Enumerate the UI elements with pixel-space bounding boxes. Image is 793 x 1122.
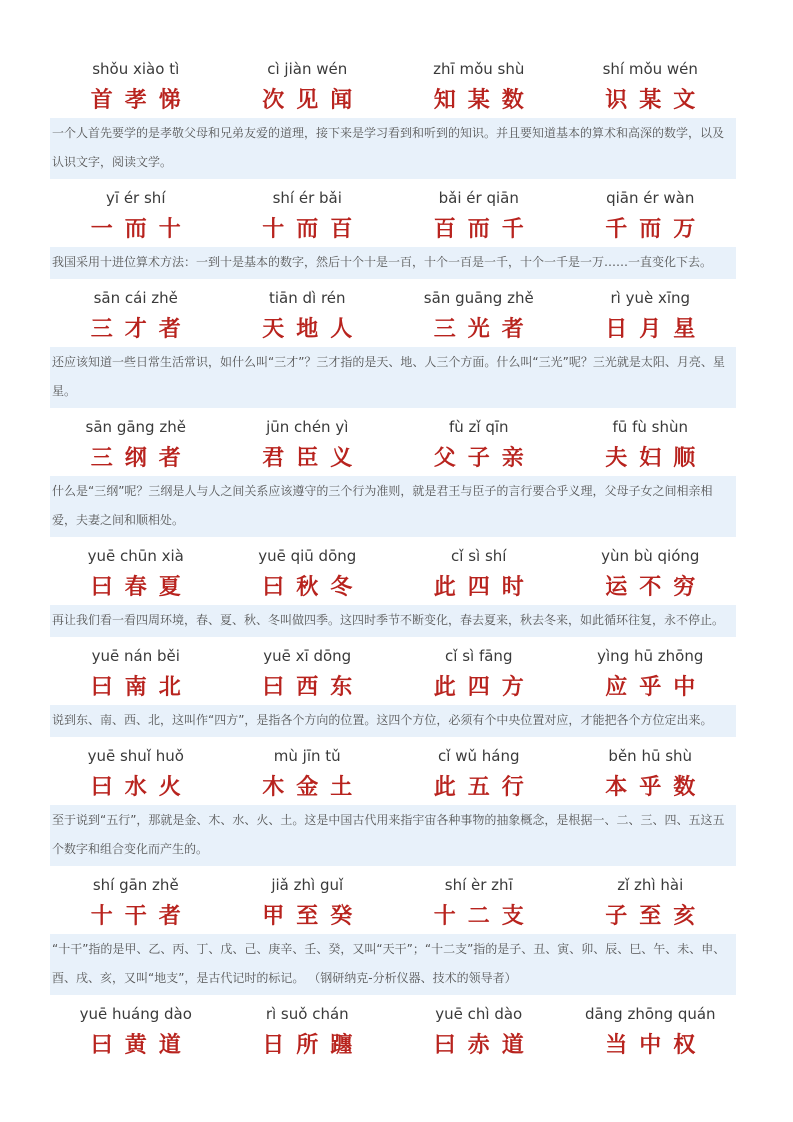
pinyin-text: běn hū shù bbox=[608, 747, 693, 765]
hanzi-text: 曰西东 bbox=[262, 675, 365, 700]
verse-phrase bbox=[222, 537, 394, 605]
hanzi-text: 首孝悌 bbox=[90, 88, 193, 113]
verse-phrase bbox=[393, 637, 565, 705]
verse-row bbox=[50, 408, 736, 476]
verse-phrase bbox=[565, 637, 737, 705]
pinyin-text: yuē chūn xià bbox=[87, 547, 184, 565]
pinyin-text: fù zǐ qīn bbox=[448, 418, 509, 436]
explanation-note: 说到东、南、西、北，这叫作“四方”，是指各个方向的位置。这四个方位，必须有个中央位置对应，才能把各个方位定出来。 bbox=[50, 705, 736, 737]
hanzi-text: 此四方 bbox=[433, 675, 536, 700]
hanzi-text: 子至亥 bbox=[605, 904, 708, 929]
explanation-note: 一个人首先要学的是孝敬父母和兄弟友爱的道理，接下来是学习看到和听到的知识。并且要知道基本的算术和高深的数学，以及认识文字，阅读文学。 bbox=[50, 118, 736, 179]
verse-row bbox=[50, 179, 736, 247]
hanzi-text: 曰春夏 bbox=[90, 575, 193, 600]
verse-phrase bbox=[393, 866, 565, 934]
pinyin-text: yuē shuǐ huǒ bbox=[87, 747, 184, 765]
hanzi-text: 三光者 bbox=[433, 317, 536, 342]
verse-phrase bbox=[222, 279, 394, 347]
hanzi-text: 知某数 bbox=[433, 88, 536, 113]
explanation-note: 再让我们看一看四周环境，春、夏、秋、冬叫做四季。这四时季节不断变化，春去夏来，秋去冬来，如此循环往复，永不停止。 bbox=[50, 605, 736, 637]
pinyin-text: shí mǒu wén bbox=[602, 60, 698, 78]
verse-phrase bbox=[393, 737, 565, 805]
pinyin-text: yuē huáng dào bbox=[79, 1005, 192, 1023]
verse-phrase bbox=[50, 637, 222, 705]
verse-phrase bbox=[565, 408, 737, 476]
verse-phrase bbox=[50, 50, 222, 118]
pinyin-text: yuē qiū dōng bbox=[258, 547, 357, 565]
hanzi-text: 识某文 bbox=[605, 88, 708, 113]
hanzi-text: 运不穷 bbox=[605, 575, 708, 600]
hanzi-text: 次见闻 bbox=[262, 88, 365, 113]
pinyin-text: yuē nán běi bbox=[91, 647, 180, 665]
pinyin-text: qiān ér wàn bbox=[606, 189, 695, 207]
hanzi-text: 曰赤道 bbox=[433, 1033, 536, 1058]
verse-phrase bbox=[222, 408, 394, 476]
explanation-note: “十干”指的是甲、乙、丙、丁、戊、己、庚辛、壬、癸，又叫“天干”；“十二支”指的是子、丑、寅、卯、辰、巳、午、未、申、酉、戌、亥，又叫“地支”，是古代记时的标记。 （钢研纳克-分析仪器、技术的领导者） bbox=[50, 934, 736, 995]
pinyin-text: sān cái zhě bbox=[93, 289, 178, 307]
pinyin-text: yī ér shí bbox=[106, 189, 166, 207]
pinyin-text: cì jiàn wén bbox=[267, 60, 348, 78]
verse-phrase bbox=[222, 995, 394, 1063]
pinyin-text: shí ér bǎi bbox=[272, 189, 342, 207]
hanzi-text: 应乎中 bbox=[605, 675, 708, 700]
pinyin-text: fū fù shùn bbox=[612, 418, 688, 436]
verse-phrase bbox=[222, 50, 394, 118]
verse-row bbox=[50, 995, 736, 1063]
explanation-note: 我国采用十进位算术方法：一到十是基本的数字，然后十个十是一百，十个一百是一千，十个一千是一万……一直变化下去。 bbox=[50, 247, 736, 279]
hanzi-text: 此五行 bbox=[433, 775, 536, 800]
hanzi-text: 十干者 bbox=[90, 904, 193, 929]
verse-phrase bbox=[393, 408, 565, 476]
pinyin-text: dāng zhōng quán bbox=[584, 1005, 716, 1023]
hanzi-text: 甲至癸 bbox=[262, 904, 365, 929]
hanzi-text: 曰秋冬 bbox=[262, 575, 365, 600]
hanzi-text: 曰水火 bbox=[90, 775, 193, 800]
verse-phrase bbox=[50, 408, 222, 476]
verse-phrase bbox=[50, 866, 222, 934]
pinyin-text: sān guāng zhě bbox=[423, 289, 534, 307]
pinyin-text: shí gān zhě bbox=[92, 876, 179, 894]
verse-phrase bbox=[565, 737, 737, 805]
explanation-note: 至于说到“五行”，那就是金、木、水、火、土。这是中国古代用来指宇宙各种事物的抽象概念，是根据一、二、三、四、五这五个数字和组合变化而产生的。 bbox=[50, 805, 736, 866]
explanation-note: 什么是“三纲”呢？三纲是人与人之间关系应该遵守的三个行为准则，就是君王与臣子的言行要合乎义理，父母子女之间相亲相爱，夫妻之间和顺相处。 bbox=[50, 476, 736, 537]
pinyin-text: tiān dì rén bbox=[268, 289, 346, 307]
verse-phrase bbox=[222, 179, 394, 247]
verse-row bbox=[50, 737, 736, 805]
hanzi-text: 父子亲 bbox=[433, 446, 536, 471]
hanzi-text: 日所躔 bbox=[262, 1033, 365, 1058]
hanzi-text: 一而十 bbox=[90, 217, 193, 242]
verse-phrase bbox=[565, 537, 737, 605]
verse-phrase bbox=[393, 50, 565, 118]
hanzi-text: 此四时 bbox=[433, 575, 536, 600]
pinyin-text: cǐ sì fāng bbox=[445, 647, 513, 665]
verse-phrase bbox=[393, 179, 565, 247]
verse-row bbox=[50, 866, 736, 934]
verse-phrase bbox=[565, 866, 737, 934]
pinyin-text: rì yuè xīng bbox=[610, 289, 691, 307]
hanzi-text: 百而千 bbox=[433, 217, 536, 242]
verse-phrase bbox=[565, 179, 737, 247]
pinyin-text: yuē chì dào bbox=[435, 1005, 523, 1023]
pinyin-text: zhī mǒu shù bbox=[433, 60, 525, 78]
verse-phrase bbox=[222, 637, 394, 705]
pinyin-text: bǎi ér qiān bbox=[438, 189, 519, 207]
pinyin-text: jiǎ zhì guǐ bbox=[271, 876, 344, 894]
hanzi-text: 三才者 bbox=[90, 317, 193, 342]
verse-row bbox=[50, 537, 736, 605]
pinyin-text: rì suǒ chán bbox=[265, 1005, 349, 1023]
verse-phrase bbox=[222, 737, 394, 805]
verse-row bbox=[50, 637, 736, 705]
hanzi-text: 君臣义 bbox=[262, 446, 365, 471]
verse-phrase bbox=[565, 995, 737, 1063]
hanzi-text: 木金土 bbox=[262, 775, 365, 800]
verse-phrase bbox=[393, 537, 565, 605]
pinyin-text: cǐ wǔ háng bbox=[438, 747, 520, 765]
verse-phrase bbox=[565, 279, 737, 347]
hanzi-text: 曰南北 bbox=[90, 675, 193, 700]
document-page bbox=[50, 0, 736, 1063]
verse-phrase bbox=[222, 866, 394, 934]
verse-row bbox=[50, 279, 736, 347]
pinyin-text: jūn chén yì bbox=[266, 418, 349, 436]
hanzi-text: 本乎数 bbox=[605, 775, 708, 800]
hanzi-text: 当中权 bbox=[605, 1033, 708, 1058]
hanzi-text: 十而百 bbox=[262, 217, 365, 242]
verse-phrase bbox=[393, 279, 565, 347]
pinyin-text: yuē xī dōng bbox=[263, 647, 352, 665]
hanzi-text: 夫妇顺 bbox=[605, 446, 708, 471]
hanzi-text: 千而万 bbox=[605, 217, 708, 242]
hanzi-text: 天地人 bbox=[262, 317, 365, 342]
hanzi-text: 曰黄道 bbox=[90, 1033, 193, 1058]
verse-phrase bbox=[50, 279, 222, 347]
hanzi-text: 日月星 bbox=[605, 317, 708, 342]
explanation-note: 还应该知道一些日常生活常识，如什么叫“三才”？三才指的是天、地、人三个方面。什么叫“三光”呢？三光就是太阳、月亮、星星。 bbox=[50, 347, 736, 408]
pinyin-text: yùn bù qióng bbox=[601, 547, 700, 565]
verse-phrase bbox=[565, 50, 737, 118]
pinyin-text: shǒu xiào tì bbox=[92, 60, 180, 78]
verse-phrase bbox=[393, 995, 565, 1063]
pinyin-text: shí èr zhī bbox=[444, 876, 513, 894]
pinyin-text: zǐ zhì hài bbox=[617, 876, 684, 894]
pinyin-text: cǐ sì shí bbox=[451, 547, 507, 565]
pinyin-text: sān gāng zhě bbox=[85, 418, 186, 436]
hanzi-text: 三纲者 bbox=[90, 446, 193, 471]
hanzi-text: 十二支 bbox=[433, 904, 536, 929]
verse-phrase bbox=[50, 737, 222, 805]
verse-row bbox=[50, 50, 736, 118]
verse-phrase bbox=[50, 995, 222, 1063]
pinyin-text: mù jīn tǔ bbox=[273, 747, 341, 765]
verse-phrase bbox=[50, 179, 222, 247]
verse-phrase bbox=[50, 537, 222, 605]
pinyin-text: yìng hū zhōng bbox=[597, 647, 704, 665]
